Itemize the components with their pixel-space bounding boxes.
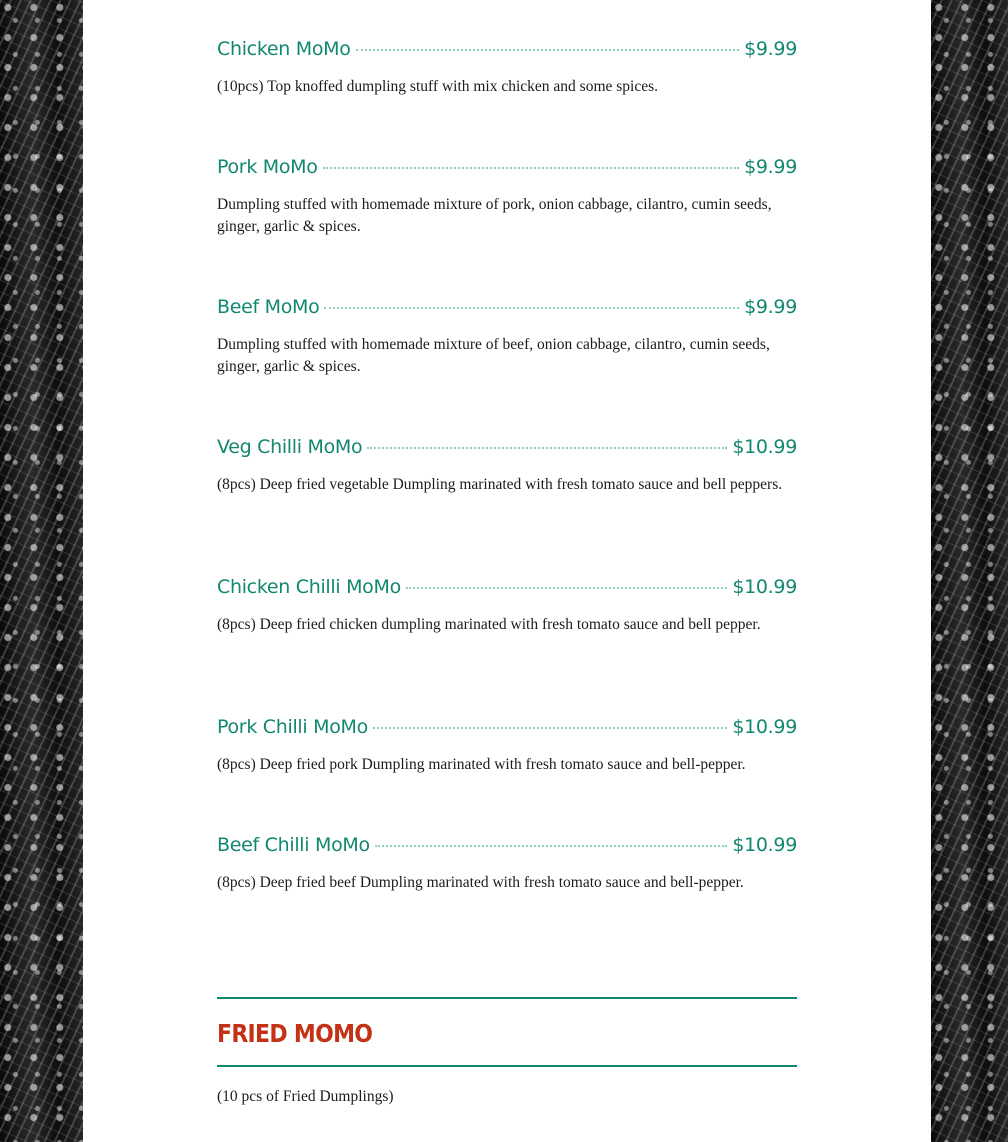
menu-item — [217, 436, 797, 496]
item-price: $9.99 — [744, 156, 797, 178]
item-price: $10.99 — [732, 576, 797, 598]
menu-item — [217, 38, 797, 98]
section-note: (10 pcs of Fried Dumplings) — [217, 1088, 394, 1105]
dot-leader — [375, 845, 727, 847]
section-title: FRIED MOMO — [217, 1019, 373, 1048]
item-name: Chicken Chilli MoMo — [217, 576, 401, 598]
dot-leader — [367, 447, 727, 449]
item-description: (10pcs) Top knoffed dumpling stuff with mix chicken and some spices. — [217, 78, 659, 95]
item-price: $10.99 — [732, 716, 797, 738]
section-bottom-rule — [217, 1065, 797, 1067]
item-price: $9.99 — [744, 38, 797, 60]
item-name: Beef Chilli MoMo — [217, 834, 370, 856]
menu-item-header — [217, 716, 797, 744]
menu-item — [217, 834, 797, 894]
dot-leader — [324, 307, 739, 309]
dot-leader — [356, 49, 740, 51]
item-price: $9.99 — [744, 296, 797, 318]
item-description: (8pcs) Deep fried vegetable Dumpling marinated with fresh tomato sauce and bell peppers. — [217, 476, 783, 493]
menu-item — [217, 576, 797, 636]
item-name: Beef MoMo — [217, 296, 320, 318]
item-description: Dumpling stuffed with homemade mixture of pork, onion cabbage, cilantro, cumin seeds, ginger, garlic & spices. — [217, 196, 772, 235]
item-name: Veg Chilli MoMo — [217, 436, 363, 458]
section-fried-momo — [217, 997, 797, 1106]
item-description: (8pcs) Deep fried pork Dumpling marinated with fresh tomato sauce and bell-pepper. — [217, 756, 746, 773]
item-name: Pork MoMo — [217, 156, 318, 178]
menu-item — [217, 716, 797, 776]
item-price: $10.99 — [732, 834, 797, 856]
menu-page — [83, 0, 931, 1142]
menu-item-header — [217, 38, 797, 66]
item-name: Pork Chilli MoMo — [217, 716, 368, 738]
dot-leader — [373, 727, 727, 729]
item-name: Chicken MoMo — [217, 38, 351, 60]
menu-item — [217, 156, 797, 238]
item-description: Dumpling stuffed with homemade mixture of beef, onion cabbage, cilantro, cumin seeds, ginger, garlic & spices. — [217, 336, 770, 375]
menu-item-header — [217, 296, 797, 324]
item-description: (8pcs) Deep fried chicken dumpling marinated with fresh tomato sauce and bell pepper. — [217, 616, 761, 633]
item-description: (8pcs) Deep fried beef Dumpling marinated with fresh tomato sauce and bell-pepper. — [217, 874, 744, 891]
menu-item-header — [217, 576, 797, 604]
item-price: $10.99 — [732, 436, 797, 458]
menu-item-header — [217, 436, 797, 464]
menu-item — [217, 296, 797, 378]
cocktail-pattern-border-left — [0, 0, 83, 1142]
dot-leader — [406, 587, 727, 589]
dot-leader — [323, 167, 739, 169]
menu-item-header — [217, 834, 797, 862]
menu-item-header — [217, 156, 797, 184]
cocktail-pattern-border-right — [931, 0, 1008, 1142]
